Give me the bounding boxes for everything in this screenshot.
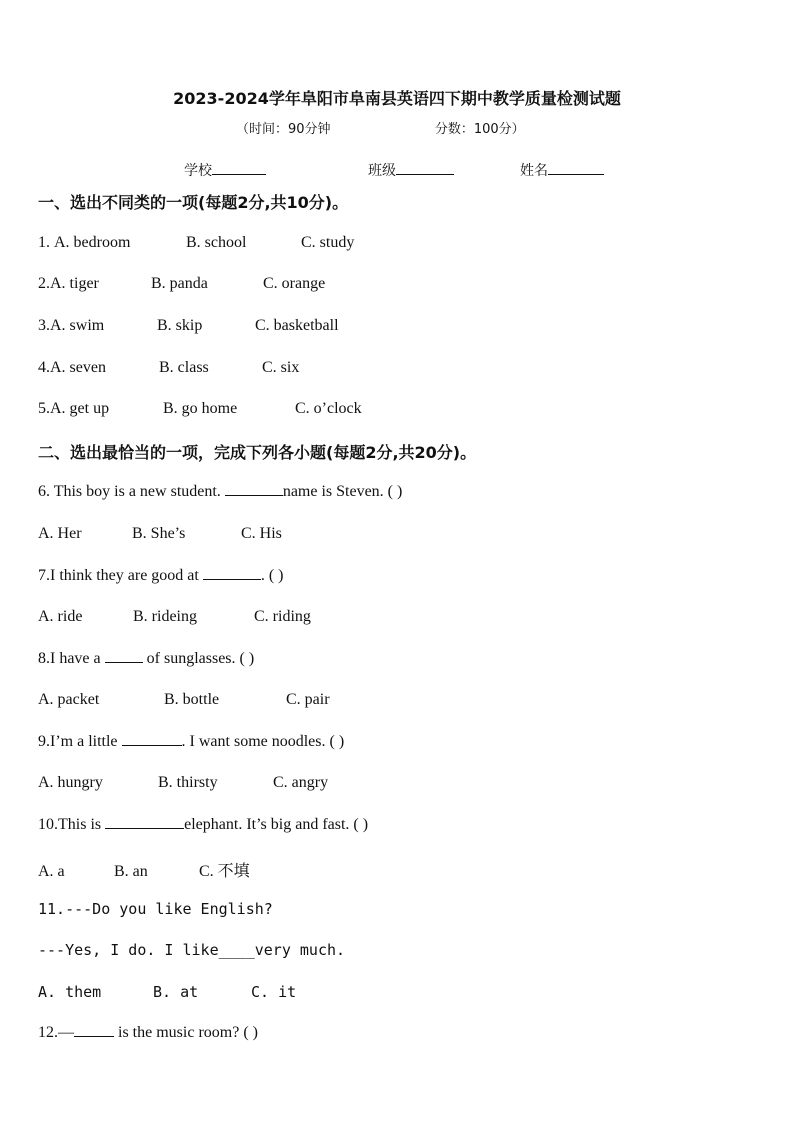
- q2-number: 2.: [38, 275, 50, 292]
- q5-option-b[interactable]: B. go home: [163, 400, 238, 417]
- q5-number: 5.: [38, 400, 50, 417]
- question-9: [38, 733, 344, 751]
- name-blank[interactable]: [548, 162, 604, 175]
- class-blank[interactable]: [396, 162, 454, 175]
- q7-option-a[interactable]: A. ride: [38, 608, 83, 625]
- q1-option-b[interactable]: B. school: [186, 234, 247, 251]
- q10-option-c[interactable]: C. 不填: [199, 863, 250, 880]
- q7-option-b[interactable]: B. rideing: [133, 608, 197, 625]
- q8-option-b[interactable]: B. bottle: [164, 691, 220, 708]
- q2-option-b[interactable]: B. panda: [151, 275, 208, 292]
- q6-option-a[interactable]: A. Her: [38, 525, 82, 542]
- question-2: [38, 275, 325, 293]
- q1-option-c[interactable]: C. study: [301, 234, 355, 251]
- q9-option-b[interactable]: B. thirsty: [158, 774, 218, 791]
- q12-text-pre: 12.—: [38, 1024, 74, 1041]
- question-9-options: [38, 774, 328, 792]
- school-field[interactable]: [184, 160, 266, 180]
- page-title: 2023-2024学年阜阳市阜南县英语四下期中教学质量检测试题: [173, 89, 621, 108]
- q8-blank[interactable]: [105, 650, 143, 663]
- q9-blank[interactable]: [122, 733, 182, 746]
- exam-time: （时间：90分钟: [236, 122, 331, 137]
- exam-score: 分数：100分）: [434, 122, 525, 137]
- q9-text-pre: 9.I’m a little: [38, 733, 122, 750]
- q1-number: 1.: [38, 234, 54, 251]
- q7-blank[interactable]: [203, 567, 261, 580]
- question-10: [38, 816, 368, 834]
- q6-text-post: name is Steven. ( ): [282, 483, 403, 500]
- q9-option-c[interactable]: C. angry: [273, 774, 329, 791]
- question-1: [38, 234, 354, 252]
- exam-meta: [236, 118, 525, 137]
- class-label: 班级: [368, 163, 396, 179]
- q10-option-b[interactable]: B. an: [114, 863, 148, 880]
- q3-option-c[interactable]: C. basketball: [255, 317, 339, 334]
- q10-blank[interactable]: [105, 816, 184, 829]
- q12-blank[interactable]: [74, 1024, 114, 1037]
- question-4: [38, 359, 299, 377]
- question-6: [38, 483, 402, 501]
- q1-option-a[interactable]: A. bedroom: [54, 234, 131, 251]
- question-3: [38, 317, 339, 335]
- section1-heading: 一、选出不同类的一项(每题2分,共10分)。: [38, 193, 349, 212]
- q7-text-post: . ( ): [260, 567, 284, 584]
- q2-option-c[interactable]: C. orange: [263, 275, 326, 292]
- q11-option-a[interactable]: A. them: [38, 983, 102, 1001]
- q5-option-c[interactable]: C. o’clock: [295, 400, 362, 417]
- q8-option-a[interactable]: A. packet: [38, 691, 100, 708]
- q10-text-pre: 10.This is: [38, 816, 106, 833]
- q3-option-a[interactable]: A. swim: [50, 317, 105, 334]
- q7-text-pre: 7.I think they are good at: [38, 567, 203, 584]
- question-7-options: [38, 608, 311, 626]
- q6-text-pre: 6. This boy is a new student.: [38, 483, 225, 500]
- question-10-options: [38, 858, 250, 881]
- question-6-options: [38, 525, 282, 543]
- q3-number: 3.: [38, 317, 50, 334]
- q9-text-post: . I want some noodles. ( ): [181, 733, 345, 750]
- school-label: 学校: [184, 163, 212, 179]
- q8-text-pre: 8.I have a: [38, 650, 105, 667]
- q12-text-post: is the music room? ( ): [114, 1024, 258, 1041]
- question-8-options: [38, 691, 330, 709]
- q6-option-b[interactable]: B. She’s: [132, 525, 186, 542]
- name-label: 姓名: [520, 163, 548, 179]
- section2-heading: 二、选出最恰当的一项，完成下列各小题(每题2分,共20分)。: [38, 443, 477, 462]
- question-8: [38, 650, 254, 668]
- q6-option-c[interactable]: C. His: [241, 525, 282, 542]
- q3-option-b[interactable]: B. skip: [157, 317, 203, 334]
- question-11: 11.---Do you like English?: [38, 900, 273, 918]
- class-field[interactable]: [368, 160, 454, 180]
- school-blank[interactable]: [212, 162, 266, 175]
- q10-text-post: elephant. It’s big and fast. ( ): [184, 816, 369, 833]
- q7-option-c[interactable]: C. riding: [254, 608, 311, 625]
- q4-number: 4.: [38, 359, 50, 376]
- q2-option-a[interactable]: A. tiger: [50, 275, 99, 292]
- question-11-options: [38, 983, 296, 1001]
- q8-text-post: of sunglasses. ( ): [142, 650, 255, 667]
- q4-option-c[interactable]: C. six: [262, 359, 300, 376]
- name-field[interactable]: [520, 160, 604, 180]
- question-11-reply: ---Yes, I do. I like____very much.: [38, 941, 346, 959]
- question-5: [38, 400, 362, 418]
- q6-blank[interactable]: [225, 483, 283, 496]
- q4-option-a[interactable]: A. seven: [50, 359, 106, 376]
- question-7: [38, 567, 284, 585]
- q5-option-a[interactable]: A. get up: [50, 400, 110, 417]
- q9-option-a[interactable]: A. hungry: [38, 774, 103, 791]
- question-12: [38, 1024, 258, 1042]
- q11-option-c[interactable]: C. it: [251, 983, 297, 1001]
- q10-option-a[interactable]: A. a: [38, 863, 65, 880]
- q8-option-c[interactable]: C. pair: [286, 691, 330, 708]
- q4-option-b[interactable]: B. class: [159, 359, 209, 376]
- q11-option-b[interactable]: B. at: [153, 983, 199, 1001]
